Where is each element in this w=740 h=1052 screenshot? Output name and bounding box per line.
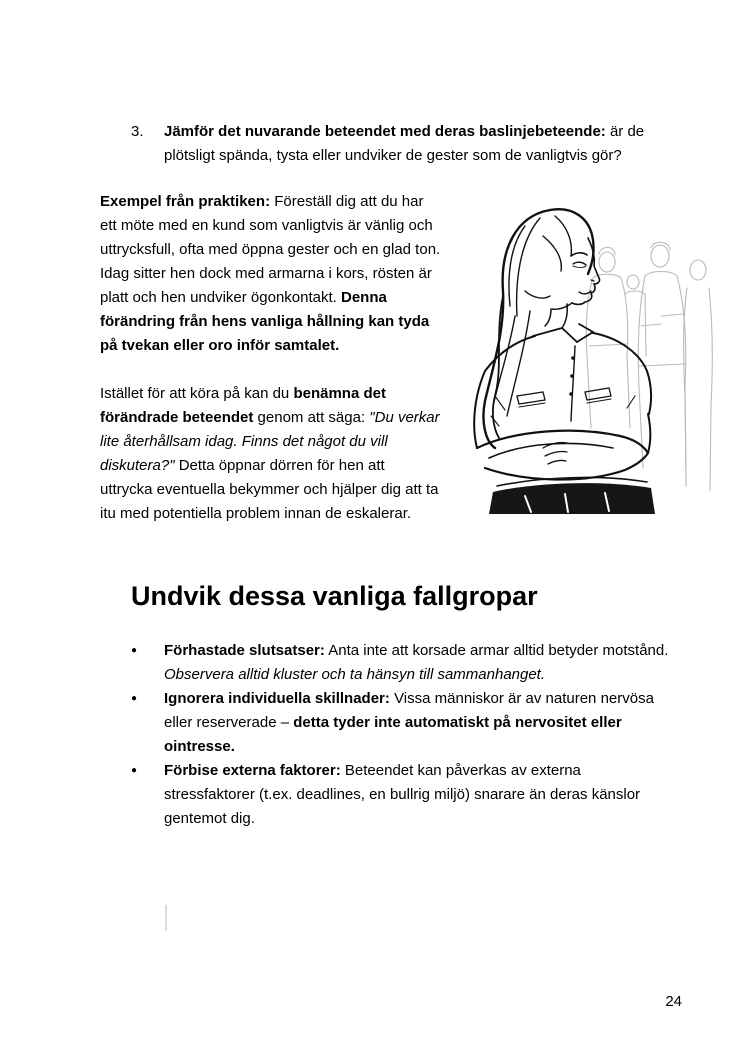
example-label: Exempel från praktiken: <box>100 193 271 210</box>
section-heading: Undvik dessa vanliga fallgropar <box>131 581 538 611</box>
woman-crossed-arms-sketch <box>455 196 716 514</box>
para2-text3: Detta öppnar dörren för hen att uttrycka eventuella bekymmer och hjälper dig att ta itu med potentiella problem innan de eskalerar. <box>100 457 439 522</box>
list-number: 3. <box>131 123 144 140</box>
bullet-dot-icon: ● <box>131 765 138 776</box>
bullet1-text: Anta inte att korsade armar alltid betyder motstånd. <box>324 642 669 659</box>
list-item-regular-text: är de plötsligt spända, tysta eller undviker de gester som de vanligtvis gör? <box>164 123 645 164</box>
text-cursor <box>165 905 167 931</box>
bullet-item-individual-differences <box>131 687 672 759</box>
bullet-item-hasty-conclusions <box>131 639 672 687</box>
document-content <box>100 120 672 831</box>
example-bold-conclusion: Denna förändring från hens vanliga hållning kan tyda på tvekan eller oro inför samtalet. <box>100 289 430 354</box>
para2-bold: benämna det förändrade beteendet <box>100 385 386 426</box>
pitfalls-bullet-list <box>100 639 672 831</box>
bullet2-text: Vissa människor är av naturen nervösa eller reserverade – <box>164 690 654 731</box>
bullet1-italic: Observera alltid kluster och ta hänsyn till sammanhanget. <box>164 666 546 683</box>
page-number: 24 <box>665 993 682 1010</box>
para2-text1: Istället för att köra på kan du <box>100 385 294 402</box>
list-item-bold-text: Jämför det nuvarande beteendet med deras baslinjebeteende: <box>164 123 606 140</box>
example-text: Föreställ dig att du har ett möte med en kund som vanligtvis är vänlig och uttrycksfull, ofta med öppna gester och en glad ton. Idag sitter hen dock med armarna i kors, rösten är platt och hen undviker ögonkontakt. <box>100 193 441 306</box>
list-item-text <box>164 120 672 168</box>
para2-quote: "Du verkar lite återhållsam idag. Finns det något du vill diskutera?" <box>100 409 440 474</box>
bullet-item-external-factors <box>131 759 672 831</box>
bullet1-bold: Förhastade slutsatser: <box>164 642 325 659</box>
para2-text2: genom att säga: <box>253 409 370 426</box>
numbered-list-item-3 <box>131 120 672 168</box>
bullet2-bold: Ignorera individuella skillnader: <box>164 690 390 707</box>
sketch-illustration-svg <box>455 196 716 514</box>
bullet-dot-icon: ● <box>131 693 138 704</box>
bullet3-bold: Förbise externa faktorer: <box>164 762 341 779</box>
body-text-block <box>100 190 672 550</box>
bullet3-text: Beteendet kan påverkas av externa stressfaktorer (t.ex. deadlines, en bullrig miljö) snarare än deras känslor gentemot dig. <box>164 762 641 827</box>
bullet-dot-icon: ● <box>131 645 138 656</box>
bullet2-bold2: detta tyder inte automatiskt på nervositet eller ointresse. <box>164 714 622 755</box>
